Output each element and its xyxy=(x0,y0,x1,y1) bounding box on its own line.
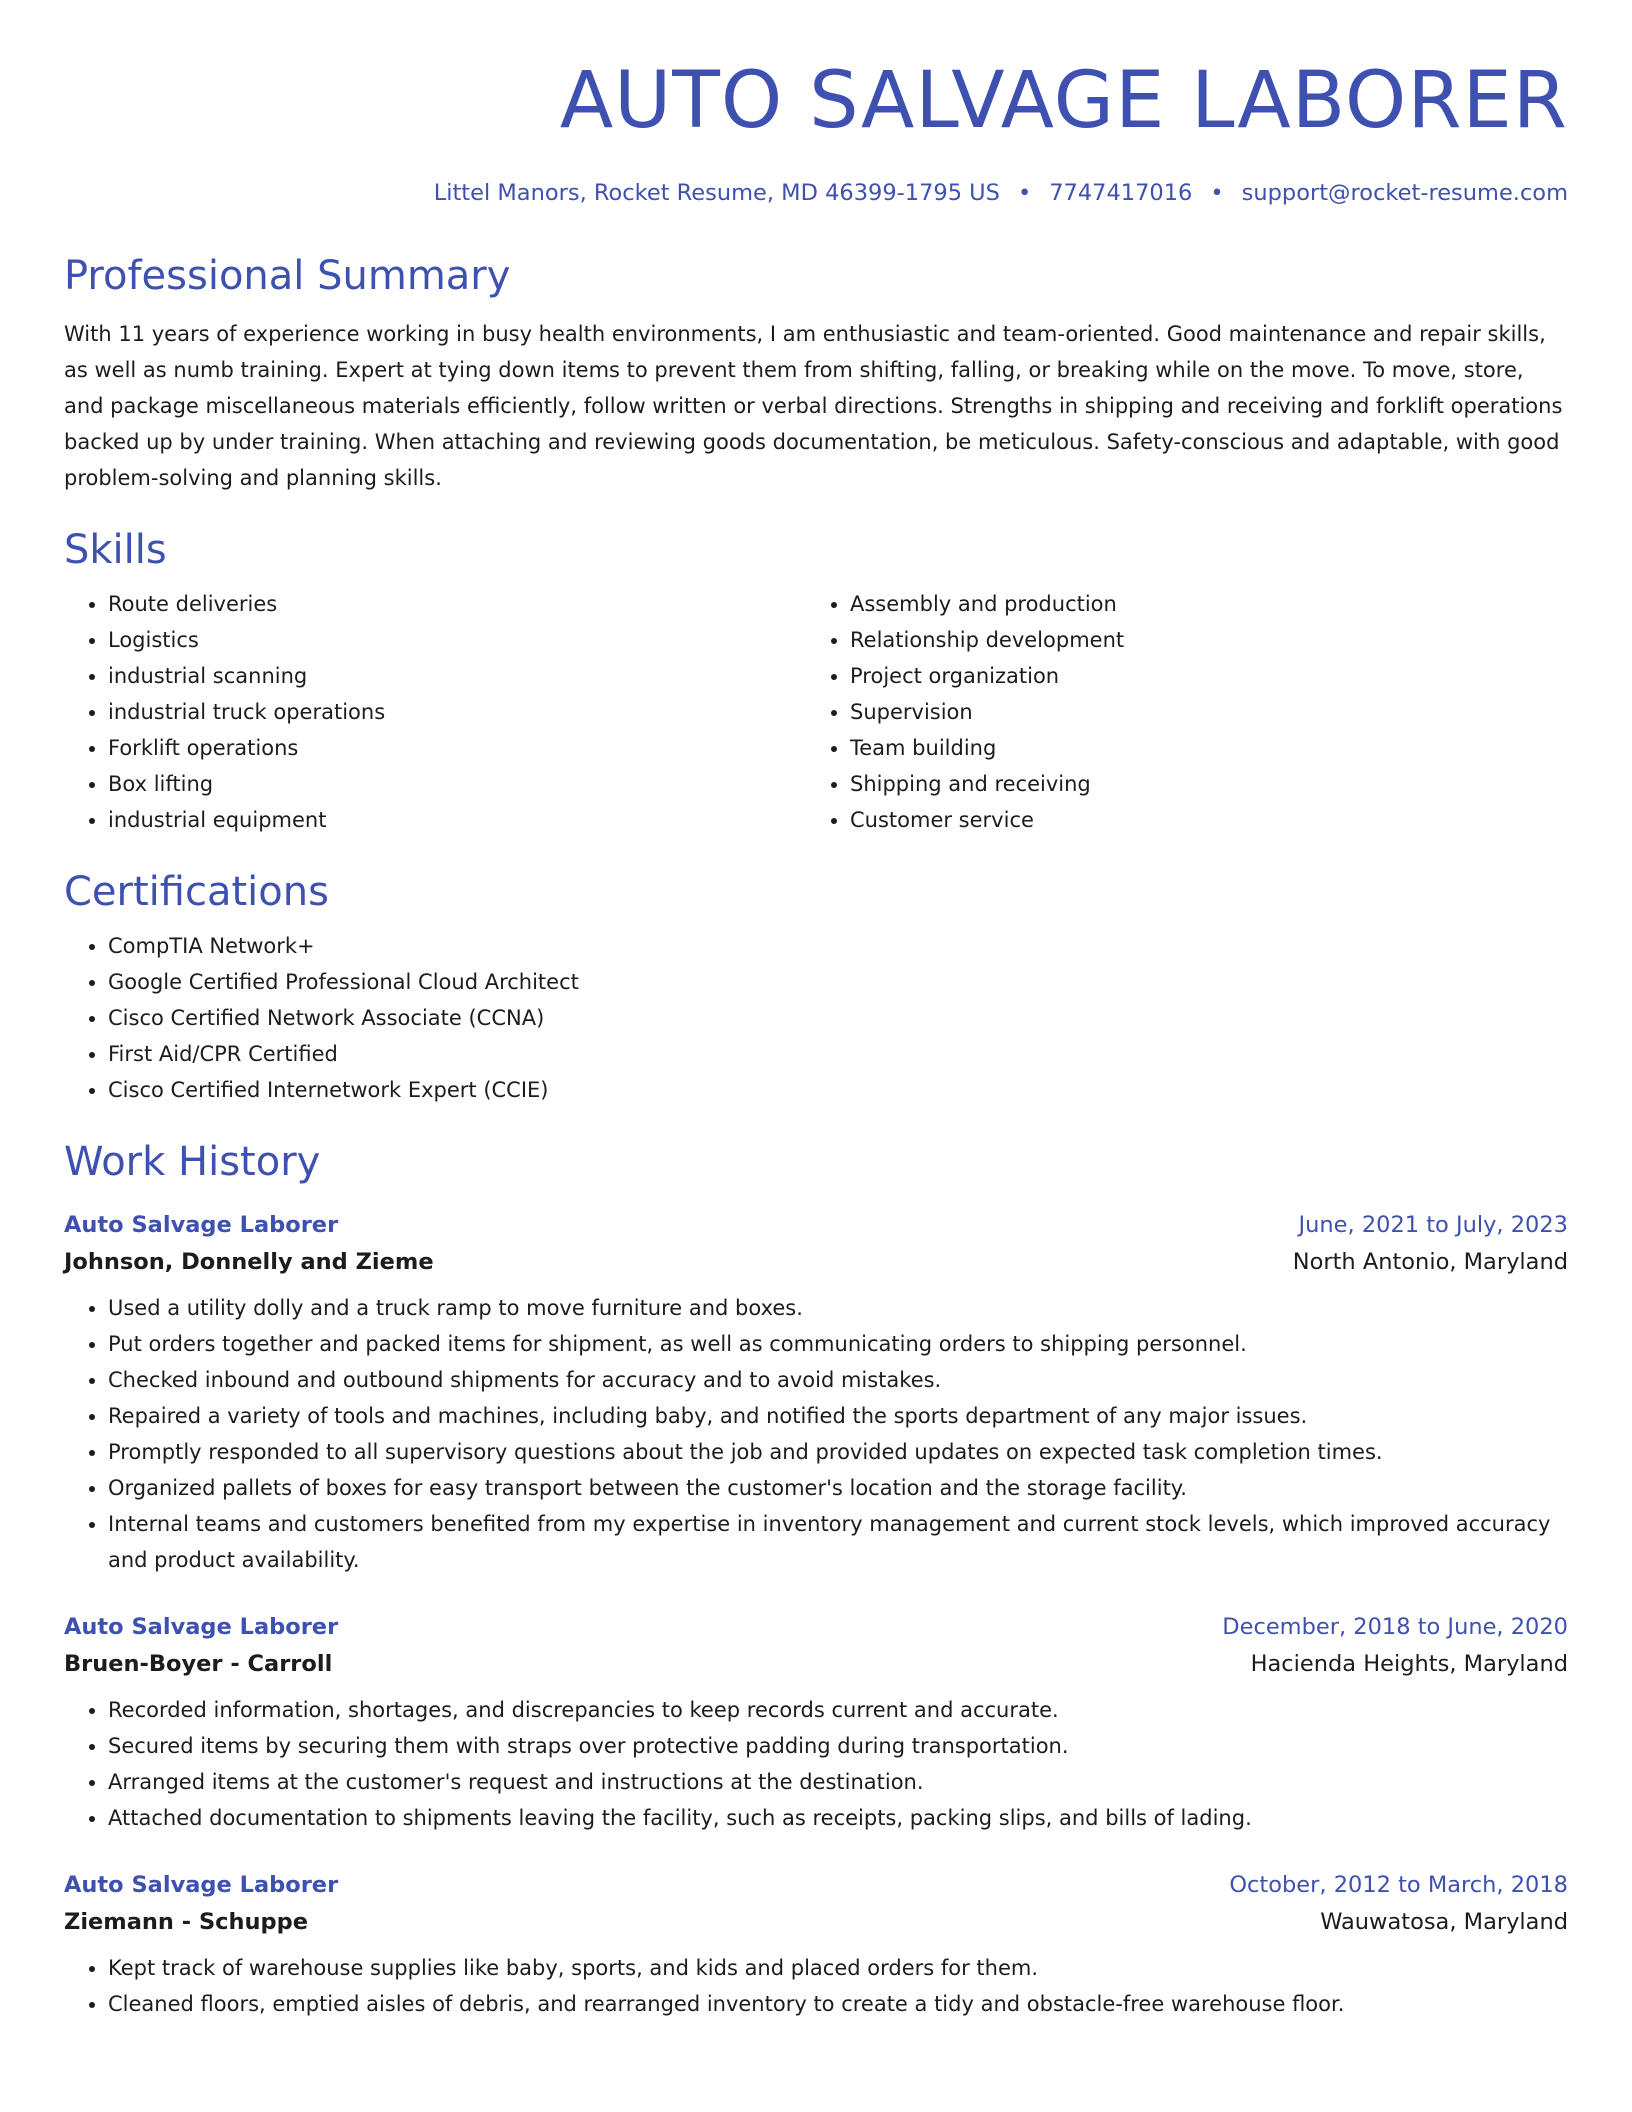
job-header-row xyxy=(64,1610,1568,1644)
job-duty: • Recorded information, shortages, and discrepancies to keep records current and accurate. xyxy=(108,1692,1568,1728)
contact-phone: 7747417016 xyxy=(1049,180,1193,206)
skill-item: • Shipping and receiving xyxy=(850,766,1548,802)
job-duty: • Secured items by securing them with straps over protective padding during transportation. xyxy=(108,1728,1568,1764)
job-duty: • Used a utility dolly and a truck ramp to move furniture and boxes. xyxy=(108,1290,1568,1326)
job-entry xyxy=(64,1610,1568,1836)
job-duty: • Checked inbound and outbound shipments for accuracy and to avoid mistakes. xyxy=(108,1362,1568,1398)
contact-email: support@rocket-resume.com xyxy=(1241,180,1568,206)
skill-item: • Customer service xyxy=(850,802,1548,838)
job-company: Ziemann - Schuppe xyxy=(64,1909,309,1935)
job-dates: December, 2018 to June, 2020 xyxy=(1222,1614,1568,1640)
job-location: North Antonio, Maryland xyxy=(1292,1249,1568,1275)
job-company: Bruen-Boyer - Carroll xyxy=(64,1651,333,1677)
job-title: Auto Salvage Laborer xyxy=(64,1614,339,1640)
contact-address: Littel Manors, Rocket Resume, MD 46399-1795 US xyxy=(433,180,1000,206)
job-entry xyxy=(64,1208,1568,1578)
skill-item: • Team building xyxy=(850,730,1548,766)
job-header-row xyxy=(64,1868,1568,1902)
contact-separator: • xyxy=(1017,180,1032,206)
skill-item: • industrial truck operations xyxy=(108,694,806,730)
job-duty: • Attached documentation to shipments leaving the facility, such as receipts, packing slips, and bills of lading. xyxy=(108,1800,1568,1836)
job-duty: • Promptly responded to all supervisory questions about the job and provided updates on expected task completion times. xyxy=(108,1434,1568,1470)
job-duty: • Kept track of warehouse supplies like baby, sports, and kids and placed orders for them. xyxy=(108,1950,1568,1986)
job-company-row xyxy=(64,1902,1568,1942)
skill-item: • Box lifting xyxy=(108,766,806,802)
work-history-heading: Work History xyxy=(64,1139,321,1185)
certifications-list xyxy=(64,928,1568,1108)
job-company-row xyxy=(64,1644,1568,1684)
job-header-row xyxy=(64,1208,1568,1242)
resume-page xyxy=(64,0,1568,2022)
skills-columns xyxy=(64,586,1568,838)
job-title: Auto Salvage Laborer xyxy=(64,1212,339,1238)
certification-item: • First Aid/CPR Certified xyxy=(108,1036,1568,1072)
job-duty: • Put orders together and packed items for shipment, as well as communicating orders to shipping personnel. xyxy=(108,1326,1568,1362)
certification-item: • Google Certified Professional Cloud Architect xyxy=(108,964,1568,1000)
job-location: Hacienda Heights, Maryland xyxy=(1250,1651,1568,1677)
skills-list-right xyxy=(806,586,1548,838)
job-location: Wauwatosa, Maryland xyxy=(1320,1909,1568,1935)
skill-item: • Supervision xyxy=(850,694,1548,730)
resume-name: AUTO SALVAGE LABORER xyxy=(559,56,1568,146)
summary-text: With 11 years of experience working in busy health environments, I am enthusiastic and team-oriented. Good maintenance and repair skills, as well as numb training. Expert at tying down items to prevent them from shifting, falling, or breaking while on the move. To move, store, and package miscellaneous materials efficiently, follow written or verbal directions. Strengths in shipping and receiving and forklift operations backed up by under training. When attaching and reviewing goods documentation, be meticulous. Safety-conscious and adaptable, with good problem-solving and planning skills. xyxy=(64,322,1563,490)
certification-item: • Cisco Certified Internetwork Expert (CCIE) xyxy=(108,1072,1568,1108)
job-company: Johnson, Donnelly and Zieme xyxy=(64,1249,434,1275)
certification-item: • Cisco Certified Network Associate (CCNA) xyxy=(108,1000,1568,1036)
skill-item: • industrial scanning xyxy=(108,658,806,694)
skills-list-left xyxy=(64,586,806,838)
skills-heading: Skills xyxy=(64,527,167,573)
skill-item: • Assembly and production xyxy=(850,586,1548,622)
summary-heading: Professional Summary xyxy=(64,253,511,299)
skill-item: • Route deliveries xyxy=(108,586,806,622)
job-duty: • Arranged items at the customer's request and instructions at the destination. xyxy=(108,1764,1568,1800)
job-company-row xyxy=(64,1242,1568,1282)
certification-item: • CompTIA Network+ xyxy=(108,928,1568,964)
skill-item: • Project organization xyxy=(850,658,1548,694)
job-dates: June, 2021 to July, 2023 xyxy=(1298,1212,1568,1238)
job-duty: • Cleaned floors, emptied aisles of debris, and rearranged inventory to create a tidy and obstacle-free warehouse floor. xyxy=(108,1986,1568,2022)
job-duties-list xyxy=(64,1692,1568,1836)
job-duties-list xyxy=(64,1290,1568,1578)
job-duty: • Repaired a variety of tools and machines, including baby, and notified the sports department of any major issues. xyxy=(108,1398,1568,1434)
skill-item: • industrial equipment xyxy=(108,802,806,838)
contact-line xyxy=(64,178,1568,208)
skill-item: • Forklift operations xyxy=(108,730,806,766)
certifications-heading: Certifications xyxy=(64,869,329,915)
contact-separator: • xyxy=(1210,180,1224,206)
job-duty: • Internal teams and customers benefited from my expertise in inventory management and current stock levels, which improved accuracy and product availability. xyxy=(108,1506,1568,1578)
job-title: Auto Salvage Laborer xyxy=(64,1872,339,1898)
skill-item: • Logistics xyxy=(108,622,806,658)
job-duties-list xyxy=(64,1950,1568,2022)
job-duty: • Organized pallets of boxes for easy transport between the customer's location and the storage facility. xyxy=(108,1470,1568,1506)
skills-column-left xyxy=(64,586,806,838)
job-entry xyxy=(64,1868,1568,2022)
skill-item: • Relationship development xyxy=(850,622,1548,658)
job-dates: October, 2012 to March, 2018 xyxy=(1229,1872,1568,1898)
skills-column-right xyxy=(806,586,1548,838)
